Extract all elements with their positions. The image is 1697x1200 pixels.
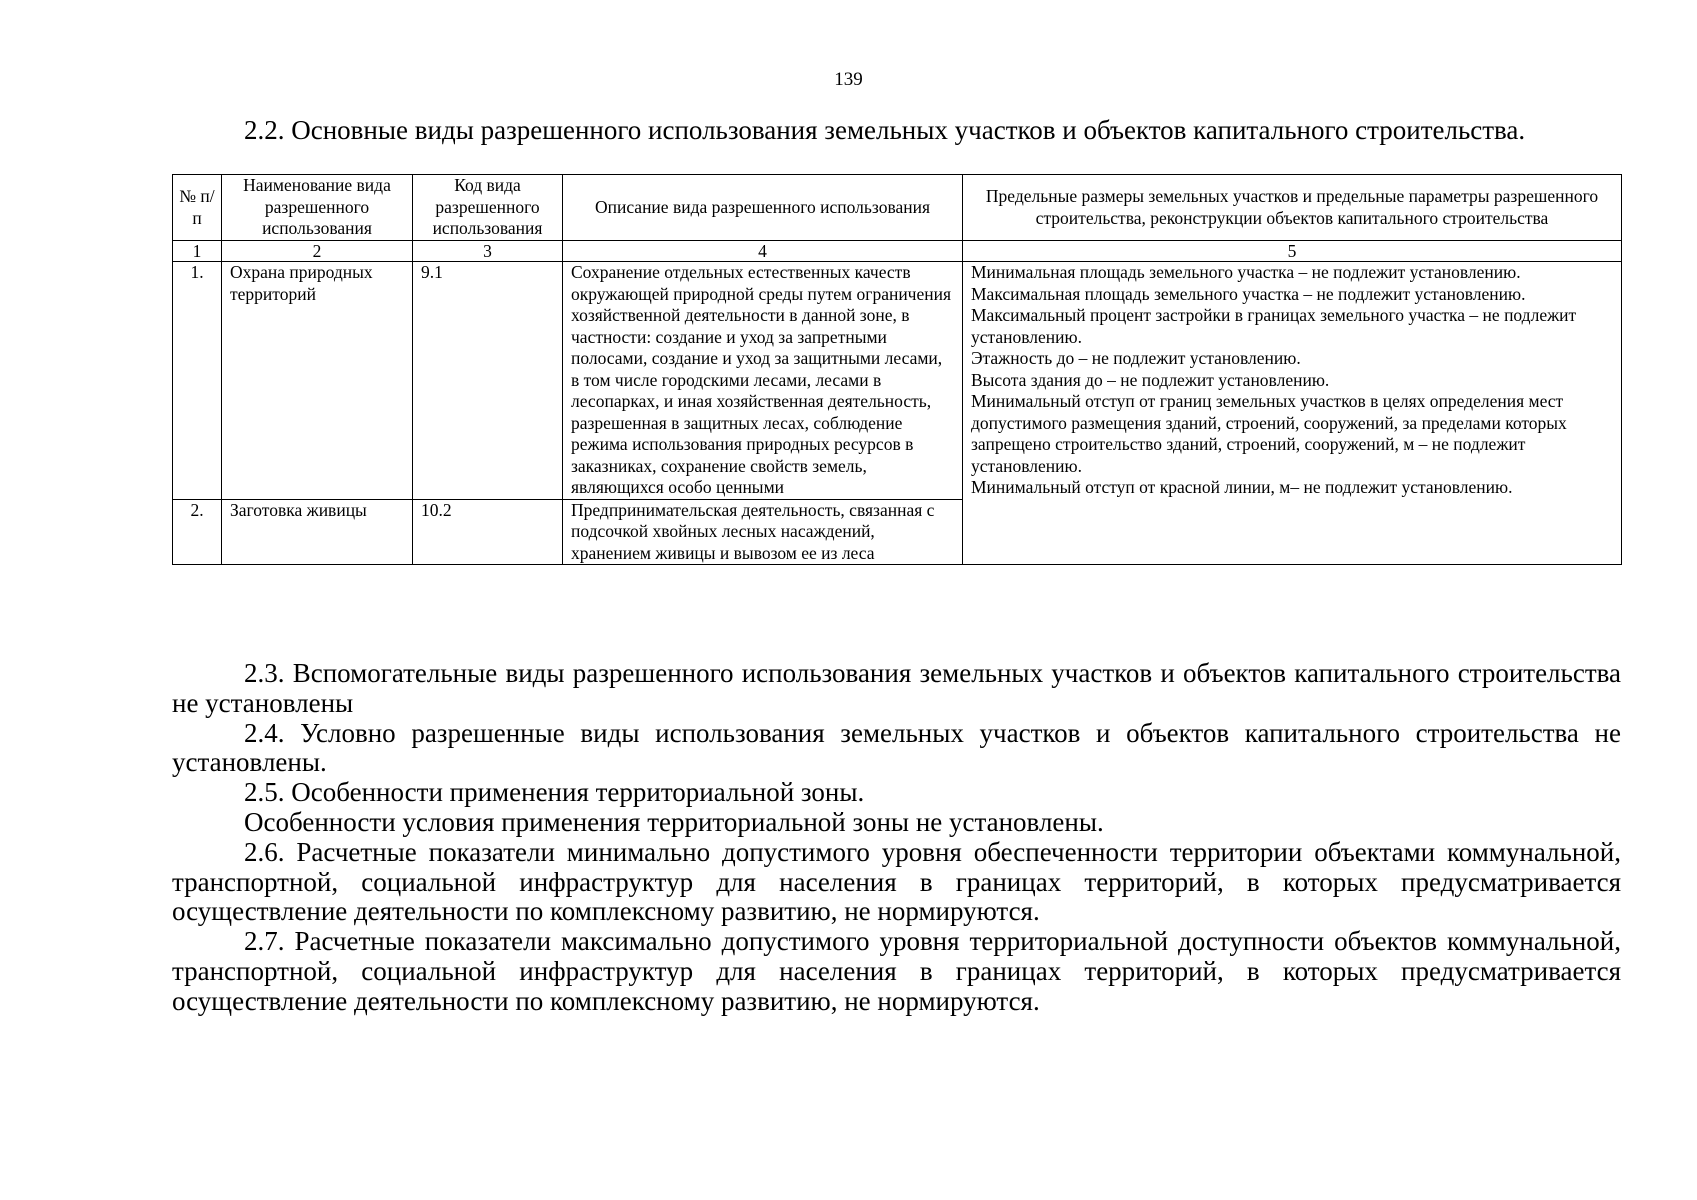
- header-num: № п/п: [173, 175, 222, 241]
- permitted-uses-table: [172, 174, 1622, 565]
- page-number: 139: [834, 69, 863, 90]
- column-number-row: [173, 241, 1622, 262]
- column-number: 3: [413, 241, 563, 262]
- column-number: 1: [173, 241, 222, 262]
- section-title: 2.2. Основные виды разрешенного использования земельных участков и объектов капитального строительства.: [244, 115, 1526, 145]
- paragraph-2-4: 2.4. Условно разрешенные виды использования земельных участков и объектов капитального строительства не установлены.: [172, 717, 1621, 778]
- paragraph-2-3: 2.3. Вспомогательные виды разрешенного использования земельных участков и объектов капитального строительства не установлены: [172, 658, 1621, 718]
- column-number: 5: [963, 241, 1622, 262]
- use-code: 10.2: [413, 499, 563, 565]
- body-text: [172, 659, 1621, 1017]
- use-name: Заготовка живицы: [222, 499, 413, 565]
- parameter-line: Минимальная площадь земельного участка – не подлежит установлению.: [971, 262, 1521, 282]
- parameter-line: Минимальный отступ от красной линии, м– не подлежит установлению.: [971, 477, 1513, 497]
- parameter-line: Максимальный процент застройки в границах земельного участка – не подлежит установлению.: [971, 305, 1577, 347]
- parameter-line: Минимальный отступ от границ земельных участков в целях определения мест допустимого размещения зданий, строений, сооружений, за пределами которых запрещено строительство зданий, строений, сооружений, м – не подлежит установлению.: [971, 391, 1567, 476]
- header-parameters: Предельные размеры земельных участков и предельные параметры разрешенного строительства, реконструкции объектов капитального строительства: [963, 175, 1622, 241]
- header-name: Наименование вида разрешенного использования: [222, 175, 413, 241]
- use-parameters: [963, 262, 1622, 565]
- parameter-line: Максимальная площадь земельного участка – не подлежит установлению.: [971, 283, 1526, 304]
- row-number: 2.: [173, 499, 222, 565]
- column-number: 2: [222, 241, 413, 262]
- header-description: Описание вида разрешенного использования: [563, 175, 963, 241]
- use-name: Охрана природных территорий: [222, 262, 413, 500]
- paragraph-zone-features: Особенности условия применения территориальной зоны не установлены.: [244, 806, 1104, 837]
- paragraph-2-6: 2.6. Расчетные показатели минимально допустимого уровня обеспеченности территории объектами коммунальной, транспортной, социальной инфраструктур для населения в границах территорий, в которых предусматривается осуществление деятельности по комплексному развитию, не нормируются.: [172, 836, 1621, 927]
- table-row: [173, 262, 1622, 500]
- paragraph-2-7: 2.7. Расчетные показатели максимально допустимого уровня территориальной доступности объектов коммунальной, транспортной, социальной инфраструктур для населения в границах территорий, в которых предусматривается осуществление деятельности по комплексному развитию, не нормируются.: [172, 926, 1621, 1016]
- parameter-line: Высота здания до – не подлежит установлению.: [971, 369, 1330, 390]
- row-number: 1.: [173, 262, 222, 500]
- use-code: 9.1: [413, 262, 563, 500]
- paragraph-2-5: 2.5. Особенности применения территориальной зоны.: [244, 777, 865, 808]
- parameter-line: Этажность до – не подлежит установлению.: [971, 348, 1301, 368]
- use-description: Предпринимательская деятельность, связанная с подсочкой хвойных лесных насаждений, хранением живицы и вывозом ее из леса: [563, 499, 963, 565]
- column-number: 4: [563, 241, 963, 262]
- header-code: Код вида разрешенного использования: [413, 175, 563, 241]
- use-description: Сохранение отдельных естественных качеств окружающей природной среды путем ограничения хозяйственной деятельности в данной зоне, в частности: создание и уход за запретными полосами, создание и уход за защитными лесами, в том числе городскими лесами, лесами в лесопарках, и иная хозяйственная деятельность, разрешенная в защитных лесах, соблюдение режима использования природных ресурсов в заказниках, сохранение свойств земель, являющихся особо ценными: [563, 262, 963, 500]
- table-header-row: [173, 175, 1622, 241]
